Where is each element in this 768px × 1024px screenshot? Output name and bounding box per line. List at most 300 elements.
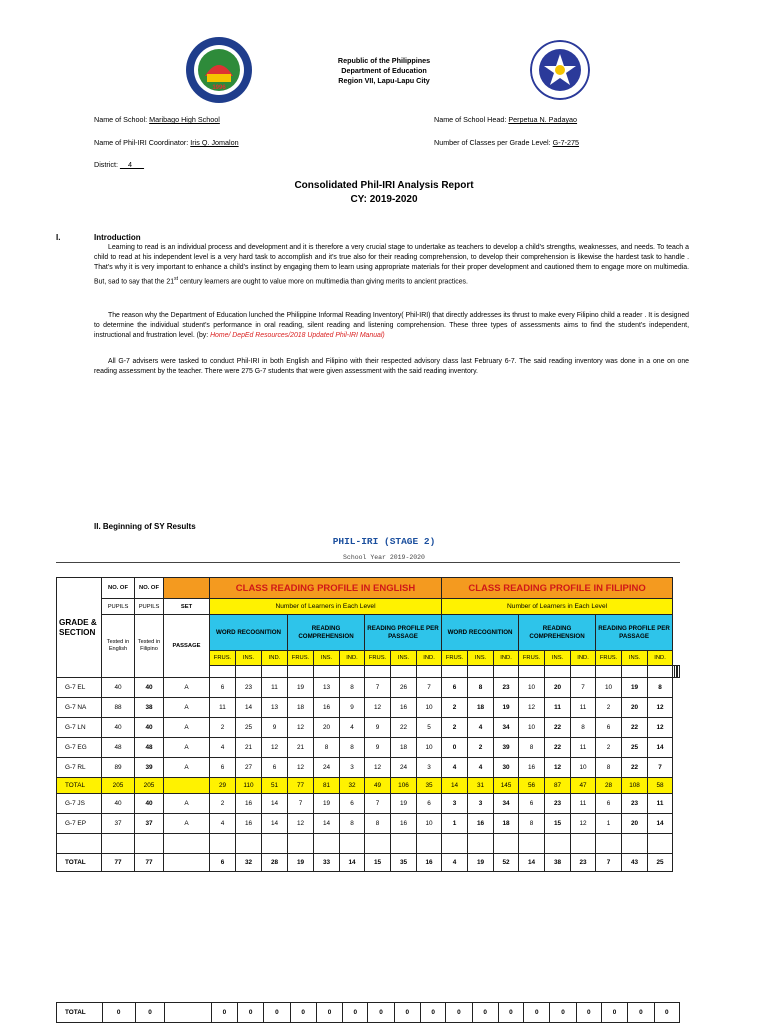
value-cell: 12 [571,814,596,834]
fil-reading-comprehension-header: READING COMPREHENSION [519,615,596,651]
tested-english-cell: 40 [102,794,135,814]
value-cell: 22 [391,718,417,738]
value-cell: 12 [262,738,288,758]
value-cell: 8 [314,738,340,758]
spacer-cell [340,666,365,678]
value-cell: 1 [596,814,622,834]
blank-cell [340,834,365,854]
tested-filipino-cell: 38 [135,698,164,718]
value-cell: 7 [365,794,391,814]
level-header-frus: FRUS. [210,651,236,666]
value-cell: 87 [545,778,571,794]
orange-corner-cell [164,578,210,599]
value-cell: 38 [545,854,571,872]
value-cell: 11 [571,794,596,814]
value-cell: 19 [468,854,494,872]
value-cell: 4 [442,758,468,778]
table-row [57,698,680,718]
no-of-header-2: NO. OF [135,578,164,599]
value-cell: 14 [262,794,288,814]
grade-cell: TOTAL [57,854,102,872]
deped-seal-logo [530,40,590,100]
blank-cell [494,834,519,854]
eng-reading-profile-header: READING PROFILE PER PASSAGE [365,615,442,651]
value-cell: 2 [596,738,622,758]
value-cell: 2 [596,698,622,718]
grade-cell: G-7 EL [57,678,102,698]
level-header-frus: FRUS. [288,651,314,666]
agency-line-1: Republic of the Philippines [337,56,431,65]
tested-english-cell: 77 [102,854,135,872]
value-cell: 23 [494,678,519,698]
value-cell: 0 [472,1003,498,1023]
spacer-cell [391,666,417,678]
value-cell: 0 [290,1003,316,1023]
value-cell: 13 [314,678,340,698]
value-cell: 6 [596,794,622,814]
value-cell: 2 [210,718,236,738]
tested-english-cell: 88 [102,698,135,718]
value-cell: 18 [391,738,417,758]
level-header-ind: IND. [571,651,596,666]
eng-word-recognition-header: WORD RECOGNITION [210,615,288,651]
tested-filipino-cell: 40 [135,794,164,814]
value-cell: 12 [288,718,314,738]
blank-cell [102,834,135,854]
grade-cell: G-7 JS [57,794,102,814]
value-cell: 9 [365,718,391,738]
value-cell: 2 [442,698,468,718]
value-cell: 31 [468,778,494,794]
value-cell: 32 [236,854,262,872]
spacer-cell [519,666,545,678]
value-cell: 56 [519,778,545,794]
value-cell: 43 [622,854,648,872]
agency-line-3: Region VII, Lapu-Lapu City [338,76,430,85]
classes-value: G-7-275 [552,138,580,147]
tested-filipino-cell: 40 [135,678,164,698]
value-cell: 20 [314,718,340,738]
coordinator-line [94,138,239,147]
english-learners-header: Number of Learners in Each Level [210,599,442,615]
value-cell: 13 [262,698,288,718]
value-cell: 6 [519,794,545,814]
value-cell: 10 [519,718,545,738]
p1-sup: st [174,275,178,282]
value-cell: 6 [210,678,236,698]
tested-english-cell: 48 [102,738,135,758]
value-cell: 4 [442,854,468,872]
blank-cell [210,834,236,854]
table-row [57,678,680,698]
value-cell: 22 [622,718,648,738]
set-cell: A [164,678,210,698]
seal-year: 1996 [212,85,226,91]
reading-profile-table [56,577,680,872]
value-cell: 15 [365,854,391,872]
value-cell: 81 [314,778,340,794]
value-cell: 14 [519,854,545,872]
value-cell: 14 [314,814,340,834]
grade-cell: G-7 LN [57,718,102,738]
value-cell: 4 [340,718,365,738]
value-cell: 49 [365,778,391,794]
value-cell: 14 [262,814,288,834]
filipino-learners-header: Number of Learners in Each Level [442,599,673,615]
blank-cell [596,834,622,854]
value-cell: 145 [494,778,519,794]
value-cell: 9 [340,698,365,718]
school-seal-logo [185,36,253,104]
value-cell: 35 [417,778,442,794]
value-cell: 12 [519,698,545,718]
blank-cell [391,834,417,854]
spacer-cell [678,666,680,678]
blank-cell [135,834,164,854]
value-cell: 12 [288,758,314,778]
level-header-ins: INS. [391,651,417,666]
value-cell: 0 [498,1003,523,1023]
value-cell: 28 [262,854,288,872]
set-cell [164,778,210,794]
blank-cell [288,834,314,854]
value-cell: 34 [494,794,519,814]
blank-cell [314,834,340,854]
value-cell: 19 [494,698,519,718]
value-cell: 47 [571,778,596,794]
spacer-cell [596,666,622,678]
value-cell: 0 [628,1003,654,1023]
value-cell: 58 [648,778,673,794]
blank-row [57,834,680,854]
value-cell: 11 [648,794,673,814]
value-cell: 0 [394,1003,420,1023]
value-cell: 20 [622,814,648,834]
level-header-frus: FRUS. [365,651,391,666]
eng-reading-comprehension-header: READING COMPREHENSION [288,615,365,651]
fil-reading-profile-header: READING PROFILE PER PASSAGE [596,615,673,651]
value-cell: 10 [571,758,596,778]
agency-line-2: Department of Education [341,66,427,75]
value-cell: 26 [391,678,417,698]
value-cell: 14 [442,778,468,794]
bottom-total-table [56,1002,680,1023]
level-header-ind: IND. [262,651,288,666]
value-cell: 7 [648,758,673,778]
tested-english-cell: 40 [102,718,135,738]
set-cell [164,854,210,872]
value-cell: 16 [519,758,545,778]
value-cell: 10 [417,738,442,758]
passage-header: PASSAGE [164,615,210,678]
value-cell: 8 [648,678,673,698]
value-cell: 108 [622,778,648,794]
value-cell: 2 [210,794,236,814]
value-cell: 0 [576,1003,601,1023]
value-cell: 7 [596,854,622,872]
value-cell: 16 [236,794,262,814]
p2-text: The reason why the Department of Education lunched the Philippine Informal Reading Inventory( Phil-IRI) that directly addresses its thrust to make every Filipino child a reader . It is designed to determine the individual student’s performance in oral reading, silent reading and listening comprehension. These three types of assessments aims to find the student’s independent, instructional and frustration level. (by: [94,312,689,340]
blank-cell [648,834,673,854]
blank-cell [442,834,468,854]
value-cell: 8 [571,718,596,738]
value-cell: 2 [468,738,494,758]
value-cell: 51 [262,778,288,794]
value-cell: 7 [365,678,391,698]
spacer-cell [494,666,519,678]
set-cell: A [164,794,210,814]
filipino-profile-header: CLASS READING PROFILE IN FILIPINO [442,578,673,599]
classes-label: Number of Classes per Grade Level: [434,138,551,147]
level-header-ind: IND. [417,651,442,666]
value-cell: 16 [468,814,494,834]
value-cell: 27 [236,758,262,778]
value-cell: 24 [391,758,417,778]
value-cell: 25 [648,854,673,872]
blank-cell [571,834,596,854]
value-cell: 20 [622,698,648,718]
value-cell: 0 [368,1003,394,1023]
spacer-cell [236,666,262,678]
value-cell: 0 [343,1003,368,1023]
school-name-value: Maribago High School [149,115,220,124]
value-cell: 0 [238,1003,264,1023]
value-cell: 29 [210,778,236,794]
coordinator-value: Iris Q. Jomalon [190,138,239,147]
table-row [57,758,680,778]
value-cell: 6 [262,758,288,778]
value-cell: 6 [210,758,236,778]
school-head-value: Perpetua N. Padayao [508,115,578,124]
p1-text-b: century learners are ought to value more on multimedia than giving merits to ancient practices. [177,277,468,285]
value-cell: 15 [545,814,571,834]
blank-cell [622,834,648,854]
level-header-frus: FRUS. [519,651,545,666]
tested-filipino-cell: 40 [135,718,164,738]
value-cell: 3 [340,758,365,778]
set-cell: A [164,758,210,778]
value-cell: 25 [622,738,648,758]
set-cell [165,1003,212,1023]
value-cell: 7 [571,678,596,698]
value-cell: 6 [340,794,365,814]
value-cell: 33 [314,854,340,872]
value-cell: 8 [340,814,365,834]
spacer-cell [468,666,494,678]
value-cell: 9 [365,738,391,758]
blank-cell [545,834,571,854]
blank-cell [262,834,288,854]
coordinator-label: Name of Phil-IRI Coordinator: [94,138,189,147]
phil-iri-title: PHIL-IRI (STAGE 2) [332,536,436,547]
value-cell: 21 [288,738,314,758]
tested-english-header: Tested in English [102,615,135,678]
value-cell: 34 [494,718,519,738]
intro-heading: Introduction [94,233,141,242]
value-cell: 19 [622,678,648,698]
set-cell: A [164,698,210,718]
value-cell: 22 [545,718,571,738]
value-cell: 14 [236,698,262,718]
level-header-ins: INS. [545,651,571,666]
classes-line [434,138,579,147]
blank-cell [365,834,391,854]
school-head-label: Name of School Head: [434,115,507,124]
grade-cell: G-7 RL [57,758,102,778]
spacer-cell [417,666,442,678]
intro-paragraph-1 [94,243,689,287]
district-value: __4___ [119,160,144,169]
value-cell: 12 [365,758,391,778]
value-cell: 23 [571,854,596,872]
value-cell: 12 [365,698,391,718]
blank-cell [236,834,262,854]
blank-cell [519,834,545,854]
intro-paragraph-2 [94,311,689,342]
value-cell: 10 [519,678,545,698]
value-cell: 14 [340,854,365,872]
table-row [57,814,680,834]
total-row [57,854,680,872]
value-cell: 0 [524,1003,550,1023]
value-cell: 77 [288,778,314,794]
no-of-header-1: NO. OF [102,578,135,599]
table-row [57,718,680,738]
tested-english-cell: 37 [102,814,135,834]
tested-filipino-cell: 39 [135,758,164,778]
tested-filipino-cell: 37 [135,814,164,834]
value-cell: 18 [494,814,519,834]
value-cell: 16 [391,814,417,834]
value-cell: 12 [288,814,314,834]
value-cell: 8 [340,738,365,758]
tested-english-cell: 0 [102,1003,135,1023]
value-cell: 110 [236,778,262,794]
tested-filipino-cell: 0 [135,1003,164,1023]
value-cell: 8 [596,758,622,778]
agency-header [300,56,468,86]
value-cell: 0 [420,1003,445,1023]
value-cell: 11 [262,678,288,698]
value-cell: 106 [391,778,417,794]
value-cell: 18 [288,698,314,718]
set-cell: A [164,738,210,758]
value-cell: 0 [654,1003,680,1023]
school-year-rule [56,562,680,563]
tested-english-cell: 205 [102,778,135,794]
report-title: Consolidated Phil-IRI Analysis Report [294,180,474,191]
value-cell: 16 [391,698,417,718]
level-header-ind: IND. [494,651,519,666]
blank-cell [57,834,102,854]
value-cell: 20 [545,678,571,698]
value-cell: 6 [210,854,236,872]
value-cell: 10 [417,698,442,718]
value-cell: 19 [391,794,417,814]
tested-english-cell: 89 [102,758,135,778]
grade-section-header: GRADE & SECTION [57,578,102,678]
value-cell: 4 [468,758,494,778]
value-cell: 0 [550,1003,576,1023]
value-cell: 12 [648,698,673,718]
table-row [57,794,680,814]
value-cell: 8 [519,738,545,758]
value-cell: 23 [545,794,571,814]
section-number: I. [56,233,61,242]
value-cell: 0 [442,738,468,758]
spacer-cell [622,666,648,678]
tested-english-cell: 40 [102,678,135,698]
pupils-header-1: PUPILS [102,599,135,615]
value-cell: 5 [417,718,442,738]
value-cell: 8 [519,814,545,834]
grade-cell: G-7 EG [57,738,102,758]
value-cell: 21 [236,738,262,758]
value-cell: 19 [288,854,314,872]
value-cell: 1 [442,814,468,834]
value-cell: 6 [442,678,468,698]
value-cell: 4 [468,718,494,738]
value-cell: 10 [417,814,442,834]
level-header-ind: IND. [648,651,673,666]
district-label: District: [94,160,118,169]
tested-filipino-header: Tested in Filipino [135,615,164,678]
blank-cell [164,834,210,854]
level-header-ins: INS. [236,651,262,666]
spacer-cell [262,666,288,678]
value-cell: 9 [262,718,288,738]
value-cell: 12 [648,718,673,738]
english-profile-header: CLASS READING PROFILE IN ENGLISH [210,578,442,599]
value-cell: 11 [210,698,236,718]
value-cell: 24 [314,758,340,778]
value-cell: 0 [446,1003,472,1023]
total-row [57,778,680,794]
grade-cell: TOTAL [57,778,102,794]
value-cell: 7 [417,678,442,698]
spacer-cell [288,666,314,678]
value-cell: 23 [622,794,648,814]
value-cell: 16 [314,698,340,718]
value-cell: 11 [571,738,596,758]
spacer-cell [365,666,391,678]
level-header-ins: INS. [314,651,340,666]
value-cell: 19 [288,678,314,698]
set-cell: A [164,814,210,834]
value-cell: 3 [442,794,468,814]
value-cell: 39 [494,738,519,758]
value-cell: 19 [314,794,340,814]
level-header-ins: INS. [468,651,494,666]
spacer-cell [648,666,673,678]
value-cell: 28 [596,778,622,794]
value-cell: 0 [601,1003,627,1023]
level-header-frus: FRUS. [442,651,468,666]
value-cell: 3 [468,794,494,814]
blank-cell [417,834,442,854]
spacer-cell [314,666,340,678]
value-cell: 6 [596,718,622,738]
level-header-ind: IND. [340,651,365,666]
total-row [57,1003,680,1023]
district-line [94,160,144,169]
value-cell: 3 [417,758,442,778]
value-cell: 16 [417,854,442,872]
set-cell: A [164,718,210,738]
value-cell: 52 [494,854,519,872]
value-cell: 14 [648,738,673,758]
fil-word-recognition-header: WORD RECOGNITION [442,615,519,651]
